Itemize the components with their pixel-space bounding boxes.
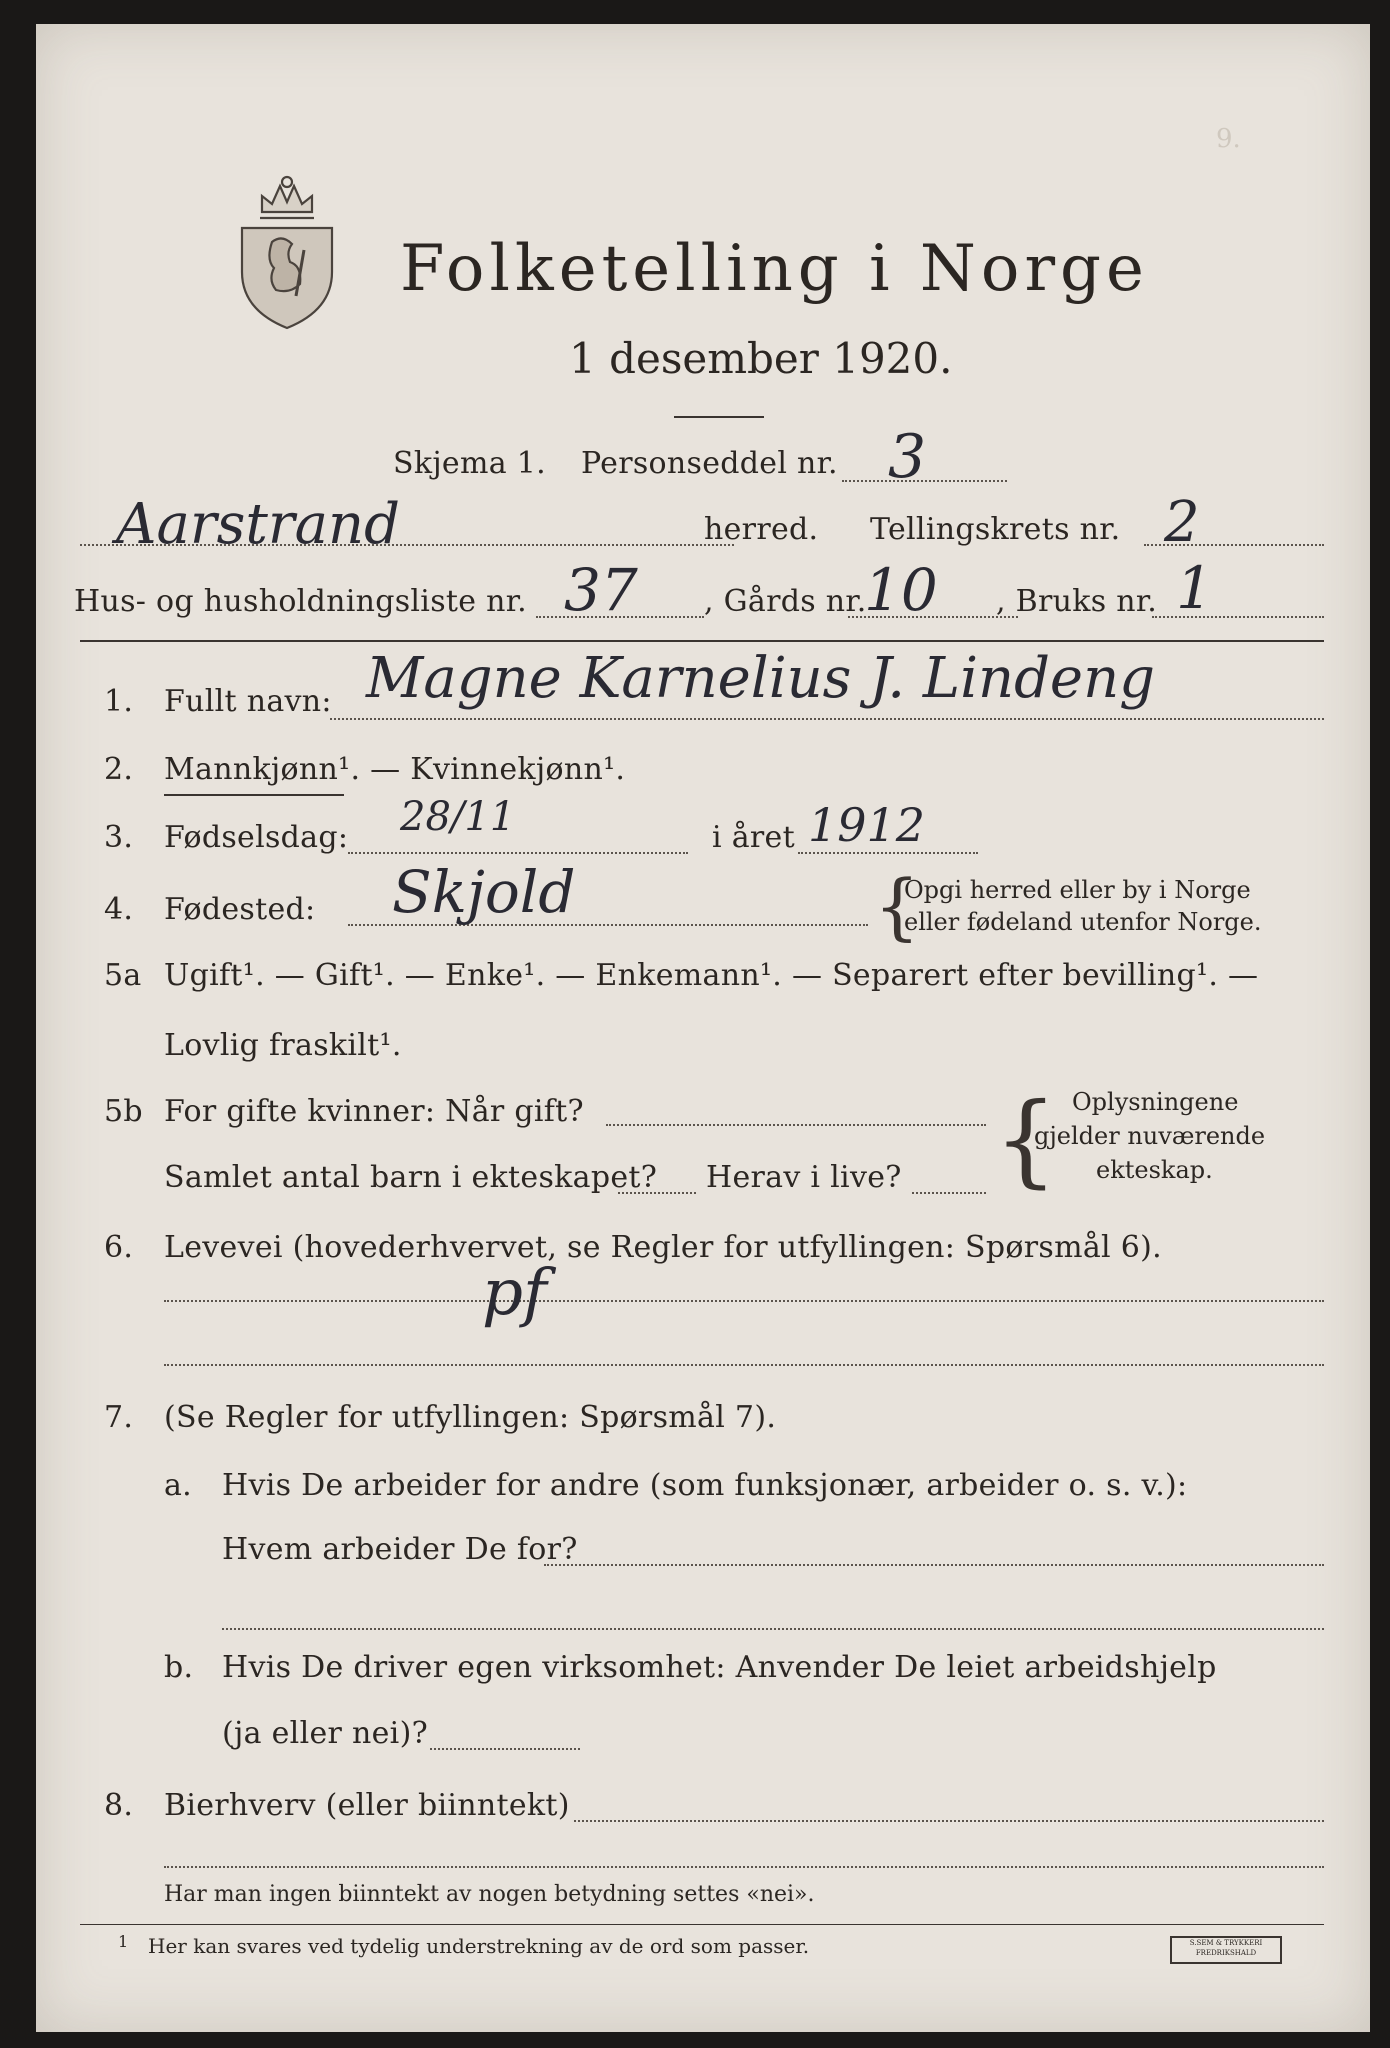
- occupation-line2: [164, 1364, 1324, 1366]
- title-divider: [674, 416, 764, 418]
- q5b-alive-label: Herav i live?: [706, 1160, 902, 1195]
- q7-label: (Se Regler for utfyllingen: Spørsmål 7).: [164, 1400, 777, 1435]
- q5b-children-label: Samlet antal barn i ekteskapet?: [164, 1160, 658, 1195]
- q4-label: Fødested:: [164, 892, 316, 927]
- q6-number: 6.: [104, 1230, 134, 1265]
- herred-value[interactable]: Aarstrand: [116, 492, 400, 557]
- q5b-brace: {: [994, 1081, 1058, 1198]
- employer-line2: [222, 1628, 1324, 1630]
- q8-label: Bierhverv (eller biinntekt): [164, 1788, 570, 1823]
- q6-label: Levevei (hovederhvervet, se Regler for utfyllingen: Spørsmål 6).: [164, 1230, 1162, 1265]
- q5b-married-label: For gifte kvinner: Når gift?: [164, 1094, 584, 1129]
- q1-number: 1.: [104, 684, 134, 719]
- schema-label: Skjema 1.: [393, 446, 546, 481]
- section-divider: [80, 640, 1324, 642]
- footnote-mark: 1: [118, 1932, 129, 1951]
- bleed-through-text: 9.: [1216, 124, 1241, 154]
- q5b-note-line3: ekteskap.: [1096, 1156, 1213, 1184]
- printer-stamp: S.SEM & TRYKKERI FREDRIKSHALD: [1170, 1936, 1282, 1964]
- q8-number: 8.: [104, 1788, 134, 1823]
- bruks-value[interactable]: 1: [1176, 554, 1213, 622]
- footnote-divider: [80, 1924, 1324, 1925]
- q3-label: Fødselsdag:: [164, 820, 349, 855]
- form-title: Folketelling i Norge: [400, 232, 1149, 306]
- q4-brace: {: [874, 864, 920, 948]
- q5b-number: 5b: [104, 1094, 143, 1129]
- children-count-line: [618, 1192, 696, 1194]
- side-income-line2: [164, 1866, 1324, 1868]
- q3-year-label: i året: [712, 820, 795, 855]
- q4-note-line1: Opgi herred eller by i Norge: [904, 876, 1251, 904]
- q7b-number: b.: [164, 1650, 194, 1685]
- q5b-note-line2: gjelder nuværende: [1034, 1122, 1266, 1150]
- children-alive-line: [912, 1192, 986, 1194]
- q4-note-line2: eller fødeland utenfor Norge.: [904, 908, 1262, 936]
- occupation-line1: [164, 1300, 1324, 1302]
- occupation-value[interactable]: pf: [482, 1256, 547, 1330]
- gards-label: , Gårds nr.: [704, 584, 867, 619]
- side-income-line1: [574, 1820, 1324, 1822]
- birthyear-value[interactable]: 1912: [808, 798, 926, 852]
- birthyear-line: [798, 852, 978, 854]
- footnote-text: Her kan svares ved tydelig understrekning av de ord som passer.: [148, 1934, 810, 1958]
- q1-label: Fullt navn:: [164, 684, 332, 719]
- personseddel-label: Personseddel nr.: [581, 446, 838, 481]
- birthplace-value[interactable]: Skjold: [392, 858, 576, 926]
- q7a-line1: Hvis De arbeider for andre (som funksjonær, arbeider o. s. v.):: [222, 1468, 1188, 1503]
- tellingskrets-value[interactable]: 2: [1164, 490, 1200, 555]
- q7a-employer-label: Hvem arbeider De for?: [222, 1532, 578, 1567]
- hired-help-line: [430, 1748, 580, 1750]
- birthday-value[interactable]: 28/11: [400, 794, 516, 840]
- husliste-label: Hus- og husholdningsliste nr.: [74, 584, 527, 619]
- q4-number: 4.: [104, 892, 134, 927]
- q5a-number: 5a: [104, 958, 142, 993]
- gender-options[interactable]: Mannkjønn¹. — Kvinnekjønn¹.: [164, 752, 626, 787]
- q1-line: [330, 718, 1324, 720]
- census-date: 1 desember 1920.: [569, 334, 953, 383]
- q7-number: 7.: [104, 1400, 134, 1435]
- full-name-value[interactable]: Magne Karnelius J. Lindeng: [366, 646, 1155, 711]
- census-form-page: [36, 24, 1370, 2032]
- q7a-number: a.: [164, 1468, 193, 1503]
- herred-label: herred.: [704, 512, 819, 547]
- married-date-line: [606, 1124, 986, 1126]
- q7b-line1: Hvis De driver egen virksomhet: Anvender De leiet arbeidshjelp: [222, 1650, 1217, 1685]
- husliste-value[interactable]: 37: [564, 556, 638, 624]
- q5b-note-line1: Oplysningene: [1072, 1088, 1239, 1116]
- q8-note: Har man ingen biinntekt av nogen betydning settes «nei».: [164, 1882, 815, 1907]
- gards-value[interactable]: 10: [864, 556, 938, 624]
- employer-line1: [544, 1564, 1324, 1566]
- coat-of-arms-icon: [232, 172, 342, 332]
- birthday-line: [348, 852, 688, 854]
- tellingskrets-label: Tellingskrets nr.: [870, 512, 1121, 547]
- gender-underline-mark: [164, 794, 344, 796]
- q7b-hired-help-label: (ja eller nei)?: [222, 1716, 428, 1751]
- marital-status-options-line2[interactable]: Lovlig fraskilt¹.: [164, 1028, 402, 1063]
- q2-number: 2.: [104, 752, 134, 787]
- q3-number: 3.: [104, 820, 134, 855]
- marital-status-options[interactable]: Ugift¹. — Gift¹. — Enke¹. — Enkemann¹. — Separert efter bevilling¹. —: [164, 958, 1259, 993]
- personseddel-value[interactable]: 3: [888, 422, 927, 492]
- bruks-label: , Bruks nr.: [996, 584, 1158, 619]
